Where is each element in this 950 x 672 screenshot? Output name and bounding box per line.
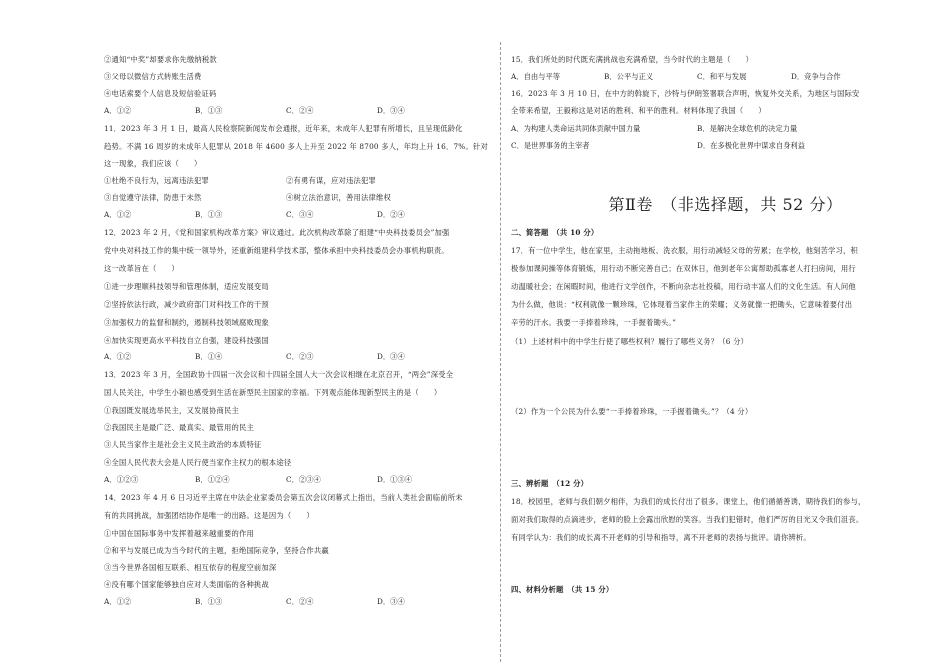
q14-option-b: B．①③: [195, 597, 223, 606]
q11-option-c: C．③④: [286, 210, 314, 219]
q12-option-d: D．③④: [377, 352, 405, 361]
q12-option-c: C．②③: [286, 352, 314, 361]
q10-option-a: A．①②: [104, 106, 132, 115]
discrimination-heading: 三、辨析题 （12 分）: [511, 479, 589, 488]
q14-item-4: ④没有哪个国家能够独自应对人类面临的各种挑战: [104, 580, 269, 589]
part-2-title: 第Ⅱ卷 （非选择题，共 52 分）: [608, 195, 843, 214]
q13-option-a: A．①②③: [104, 475, 139, 484]
q17-stem-line-1: 17．有一位中学生，他在家里，主动拖地板、洗衣服，用行动减轻父母的劳累；在学校，他刻苦学习，积: [511, 246, 859, 255]
q16-stem-line-2: 全带来希望，王毅称这是对话的胜利、和平的胜利。材料体现了我国（ ）: [511, 106, 766, 115]
q10-option-c: C．②④: [286, 106, 314, 115]
q18-line-2: 面对我们取得的点滴进步，老师的脸上会露出欣慰的笑容。当我们犯错时，他们严厉的目光又令我们沮丧。: [511, 515, 864, 524]
q10-option-b: B．①③: [195, 106, 223, 115]
q13-option-d: D．①③④: [377, 475, 413, 484]
q12-option-b: B．①④: [195, 352, 223, 361]
q14-item-2: ②和平与发展已成为当今时代的主题，拒绝国际竞争，坚持合作共赢: [104, 546, 329, 555]
q12-item-3: ③加强权力的监督和制约，遏制科技领域腐败现象: [104, 318, 269, 327]
q17-stem-line-2: 极参加课间操等体育锻炼，用行动不断完善自己；在双休日，他到老年公寓帮助孤寡老人打扫房间，用行: [511, 264, 856, 273]
q11-stem-line-1: 11．2023 年 3 月 1 日，最高人民检察院新闻发布会通报，近年来，未成年人犯罪有所增长，且呈现低龄化: [104, 124, 463, 133]
q12-item-4: ④加快实现更高水平科技自立自强，建设科技强国: [104, 336, 269, 345]
q13-item-2: ②我国民主是最广泛、最真实、最管用的民主: [104, 423, 254, 432]
q16-option-a: A．为构建人类命运共同体贡献中国力量: [511, 124, 641, 133]
q11-option-b: B．①③: [195, 210, 223, 219]
q12-stem-line-3: 这一改革旨在（ ）: [104, 264, 179, 273]
q10-item-3: ③父母以微信方式转账生活费: [104, 72, 202, 81]
q16-option-b: B．是解决全球危机的决定力量: [697, 124, 798, 133]
q12-stem-line-2: 党中央对科技工作的集中统一领导外，还重新组建科学技术部，整体承担中央科技委员会办事机构职责。: [104, 246, 449, 255]
q13-item-4: ④全国人民代表大会是人民行使当家作主权力的根本途径: [104, 458, 292, 467]
q11-item-1: ①杜绝不良行为，远离违法犯罪: [104, 176, 209, 185]
q13-item-3: ③人民当家作主是社会主义民主政治的本质特征: [104, 440, 262, 449]
q18-line-3: 有同学认为：我们的成长离不开老师的引导和指导，离不开老师的表扬与批评。请你辨析。: [511, 533, 811, 542]
q14-stem-line-2: 有的共同挑战，加强团结协作是唯一的出路。这是因为（ ）: [104, 511, 314, 520]
q14-option-c: C．②④: [286, 597, 314, 606]
q17-subquestion-2: （2）作为一个公民为什么要“一手捧着珍珠，一手握着锄头。”？（4 分）: [511, 407, 753, 416]
q18-line-1: 18．校园里，老师与我们朝夕相伴，为我们的成长付出了很多。课堂上，他们循循善诱，期待我们的参与，: [511, 497, 866, 506]
q12-stem-line-1: 12．2023 年 2 月，《党和国家机构改革方案》审议通过。此次机构改革除了组建“中央科技委员会”加强: [104, 228, 450, 237]
q15-stem: 15．我们所处的时代既充满挑战也充满希望，当今时代的主题是（ ）: [511, 55, 754, 64]
column-divider: [500, 42, 501, 662]
q13-item-1: ①我国既发展选举民主，又发展协商民主: [104, 406, 239, 415]
q15-option-a: A．自由与平等: [511, 72, 561, 81]
q16-stem-line-1: 16．2023 年 3 月 10 日，在中方的斡旋下，沙特与伊朗签署联合声明，恢复外交关系，为地区与国际安: [511, 89, 860, 98]
q13-option-b: B．①②④: [195, 475, 230, 484]
q15-option-b: B．公平与正义: [604, 72, 654, 81]
q17-stem-line-4: 为什么做，他说：“权利就像一颗珍珠，它体现着当家作主的荣耀；义务就像一把锄头，它意味着要付出: [511, 300, 853, 309]
q12-option-a: A．①②: [104, 352, 132, 361]
short-answer-heading: 二、简答题 （共 10 分）: [511, 228, 599, 237]
q10-option-d: D．③④: [377, 106, 405, 115]
q11-option-d: D．②④: [377, 210, 405, 219]
q13-option-c: C．②③④: [286, 475, 321, 484]
q16-option-d: D．在多极化世界中谋求自身利益: [697, 141, 806, 150]
q11-option-a: A．①②: [104, 210, 132, 219]
q14-item-3: ③当今世界各国相互联系、相互依存的程度空前加深: [104, 563, 277, 572]
q15-option-d: D．竞争与合作: [791, 72, 841, 81]
q16-option-c: C．是世界事务的主宰者: [511, 141, 590, 150]
q11-stem-line-2: 趋势。不满 16 周岁的未成年人犯罪从 2018 年 4600 多人上升至 2022 年 8700 多人，年均上升 16．7%。针对: [104, 142, 488, 151]
q14-item-1: ①中国在国际事务中发挥着越来越重要的作用: [104, 529, 254, 538]
q11-item-2: ②有勇有谋，应对违法犯罪: [286, 176, 376, 185]
q12-item-1: ①进一步理顺科技领导和管理体制，适应发展变局: [104, 282, 269, 291]
q11-stem-line-3: 这一现象，我们应该（ ）: [104, 159, 202, 168]
q17-stem-line-3: 动温暖社会；在闲暇时间，他进行文学创作，不断向杂志社投稿，用行动丰富人们的文化生活。有人问他: [511, 282, 856, 291]
q15-option-c: C．和平与发展: [697, 72, 747, 81]
q13-stem-line-2: 国人民关注，中学生小颖也感受到生活在新型民主国家的幸福。下列观点能体现新型民主的是（ ）: [104, 388, 442, 397]
q17-subquestion-1: （1）上述材料中的中学生行使了哪些权利？履行了哪些义务？（6 分）: [511, 337, 749, 346]
q12-item-2: ②坚持依法行政，减少政府部门对科技工作的干预: [104, 300, 269, 309]
q11-item-4: ④树立法治意识，善用法律维权: [286, 193, 391, 202]
q10-item-4: ④电话索要个人信息及短信验证码: [104, 89, 217, 98]
q13-stem-line-1: 13．2023 年 3 月，全国政协十四届一次会议和十四届全国人大一次会议相继在北京召开，“两会”深受全: [104, 370, 454, 379]
q10-item-2: ②通知“中奖”却要求你先缴纳税款: [104, 55, 217, 64]
material-analysis-heading: 四、材料分析题 （共 15 分）: [511, 585, 614, 594]
q14-option-d: D．③④: [377, 597, 405, 606]
q14-stem-line-1: 14．2023 年 4 月 6 日习近平主席在中法企业家委员会第五次会议闭幕式上指出，当前人类社会面临前所未: [104, 493, 463, 502]
q14-option-a: A．①②: [104, 597, 132, 606]
q11-item-3: ③自觉遵守法律，防患于未然: [104, 193, 202, 202]
q17-stem-line-5: 辛劳的汗水。我要一手捧着珍珠，一手握着锄头。”: [511, 318, 677, 327]
